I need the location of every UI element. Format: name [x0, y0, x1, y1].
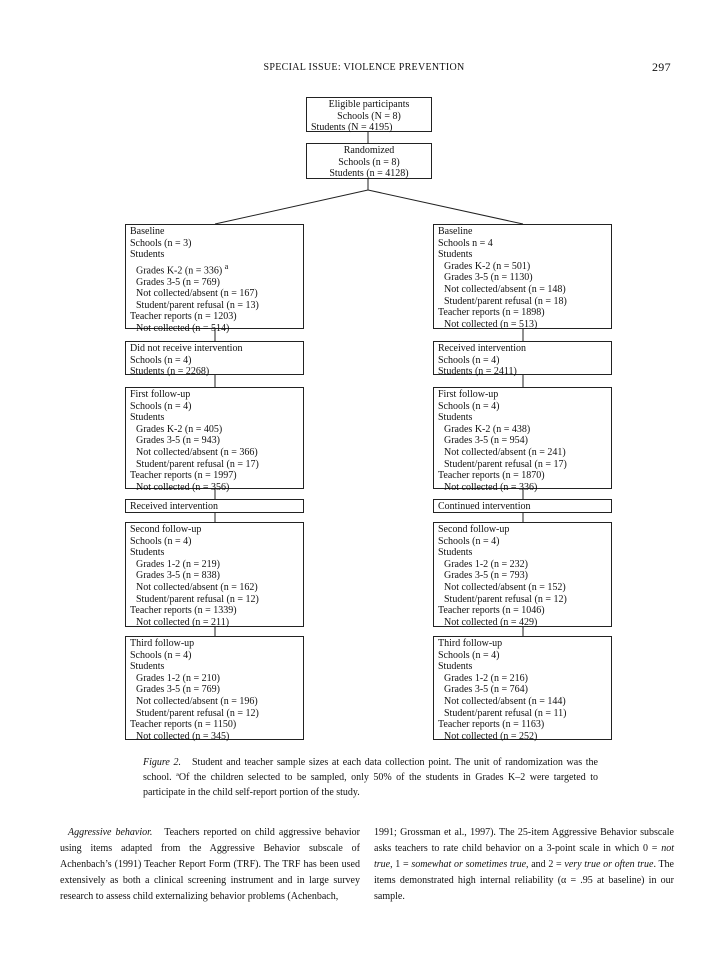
left-third-absent: Not collected/absent (n = 196) — [136, 695, 258, 707]
footnote-marker: a — [224, 261, 229, 271]
right-third-refusal: Student/parent refusal (n = 11) — [444, 707, 567, 719]
left-first-not-collected: Not collected (n = 356) — [136, 481, 230, 493]
right-third-grades-35: Grades 3-5 (n = 764) — [444, 684, 528, 696]
left-baseline-grades-k2: Grades K-2 (n = 336) — [136, 265, 223, 277]
right-second-absent: Not collected/absent (n = 152) — [444, 581, 566, 593]
body-column-right — [374, 825, 674, 905]
right-third-schools: Schools (n = 4) — [438, 649, 500, 661]
right-baseline-grades-35: Grades 3-5 (n = 1130) — [444, 272, 533, 284]
left-intervention-box — [125, 341, 304, 378]
right-second-students: Students — [438, 547, 473, 559]
scale-very-true: very true or often true — [564, 859, 654, 870]
left-third-grades-12: Grades 1-2 (n = 210) — [136, 672, 220, 684]
right-baseline-schools: Schools n = 4 — [438, 237, 493, 249]
left-second-teacher: Teacher reports (n = 1339) — [130, 605, 237, 617]
scale-not-true: not true — [374, 843, 674, 870]
left-baseline-grades-35: Grades 3-5 (n = 769) — [136, 276, 220, 288]
left-third-teacher: Teacher reports (n = 1150) — [130, 719, 237, 731]
eligible-title: Eligible participants — [328, 99, 410, 110]
right-intervention-title: Received intervention — [438, 343, 527, 354]
page-number: 297 — [652, 60, 671, 74]
left-baseline-schools: Schools (n = 3) — [130, 237, 192, 249]
left-received-label: Received intervention — [130, 501, 219, 512]
right-second-followup-box — [433, 522, 612, 627]
right-second-grades-12: Grades 1-2 (n = 232) — [444, 558, 528, 570]
left-baseline-students: Students — [130, 249, 165, 261]
right-third-followup-box — [433, 636, 612, 740]
right-third-teacher: Teacher reports (n = 1163) — [438, 719, 545, 731]
randomized-box — [306, 143, 432, 179]
right-baseline-absent: Not collected/absent (n = 148) — [444, 283, 566, 295]
right-paragraph-part-4: . The items demonstrated high internal reliability (α = .95 at baseline) in our sample. — [374, 859, 674, 902]
left-second-refusal: Student/parent refusal (n = 12) — [136, 593, 259, 605]
left-intervention-schools: Schools (n = 4) — [130, 354, 192, 366]
right-intervention-students: Students (n = 2411) — [438, 366, 517, 378]
left-second-followup-box — [125, 522, 304, 627]
eligible-participants-box — [306, 97, 432, 132]
left-baseline-absent: Not collected/absent (n = 167) — [136, 288, 258, 300]
eligible-students: Students (N = 4195) — [311, 122, 393, 134]
right-first-grades-k2: Grades K-2 (n = 438) — [444, 423, 531, 435]
right-continued-label: Continued intervention — [438, 501, 531, 512]
left-first-followup-box — [125, 387, 304, 493]
left-paragraph: Teachers reported on child aggressive behavior using items adapted from the Aggressive Behavior subscale of Achenbach’s (1991) Teacher Report Form (TRF). The TRF has been used extensively as both a clinical screening instrument and in large survey research to assess child externalizing behavior problems (Achenbach, — [60, 827, 360, 902]
section-heading: Aggressive behavior. — [67, 827, 153, 838]
left-first-grades-35: Grades 3-5 (n = 943) — [136, 435, 220, 447]
left-first-students: Students — [130, 412, 165, 424]
figure-caption-text: Student and teacher sample sizes at each data collection point. The unit of randomization was the school. ªOf the children selected to be sampled, only 50% of the students in Grades K–2 were targeted to participate in the child self-report portion of the study. — [143, 757, 598, 798]
right-second-refusal: Student/parent refusal (n = 12) — [444, 593, 567, 605]
right-first-refusal: Student/parent refusal (n = 17) — [444, 458, 567, 470]
right-third-students: Students — [438, 661, 473, 673]
left-second-not-collected: Not collected (n = 211) — [136, 616, 230, 628]
right-baseline-students: Students — [438, 249, 473, 261]
figure-label: Figure 2. — [143, 757, 182, 768]
right-first-absent: Not collected/absent (n = 241) — [444, 446, 566, 458]
left-received-box — [125, 499, 304, 513]
right-baseline-box — [433, 224, 612, 329]
left-third-followup-box — [125, 636, 304, 740]
right-baseline-title: Baseline — [438, 226, 473, 237]
right-first-not-collected: Not collected (n = 336) — [444, 481, 538, 493]
right-first-schools: Schools (n = 4) — [438, 400, 500, 412]
left-second-grades-35: Grades 3-5 (n = 838) — [136, 570, 220, 582]
right-second-teacher: Teacher reports (n = 1046) — [438, 605, 545, 617]
right-first-grades-35: Grades 3-5 (n = 954) — [444, 435, 528, 447]
right-second-not-collected: Not collected (n = 429) — [444, 616, 538, 628]
left-third-refusal: Student/parent refusal (n = 12) — [136, 707, 259, 719]
right-first-title: First follow-up — [438, 389, 499, 400]
left-baseline-refusal: Student/parent refusal (n = 13) — [136, 299, 259, 311]
left-second-title: Second follow-up — [130, 524, 202, 535]
left-second-schools: Schools (n = 4) — [130, 535, 192, 547]
right-second-grades-35: Grades 3-5 (n = 793) — [444, 570, 528, 582]
left-first-absent: Not collected/absent (n = 366) — [136, 446, 258, 458]
left-first-schools: Schools (n = 4) — [130, 400, 192, 412]
right-third-title: Third follow-up — [438, 638, 503, 649]
left-first-teacher: Teacher reports (n = 1997) — [130, 470, 237, 482]
left-baseline-box — [125, 224, 304, 335]
randomized-schools: Schools (n = 8) — [338, 156, 400, 168]
right-continued-box — [433, 499, 612, 513]
right-paragraph-part-3: , and 2 = — [526, 859, 562, 870]
right-third-not-collected: Not collected (n = 252) — [444, 730, 538, 742]
left-third-grades-35: Grades 3-5 (n = 769) — [136, 684, 220, 696]
left-third-students: Students — [130, 661, 165, 673]
right-intervention-box — [433, 341, 612, 378]
left-first-title: First follow-up — [130, 389, 191, 400]
scale-somewhat-true: somewhat or sometimes true — [411, 859, 527, 870]
figure-caption — [143, 755, 598, 800]
right-baseline-not-collected: Not collected (n = 513) — [444, 318, 538, 330]
right-paragraph-part-1: 1991; Grossman et al., 1997). The 25-item Aggressive Behavior subscale asks teachers to rate child behavior on a 3-point scale in which 0 = — [374, 827, 674, 854]
left-baseline-title: Baseline — [130, 226, 165, 237]
right-first-followup-box — [433, 387, 612, 493]
left-second-absent: Not collected/absent (n = 162) — [136, 581, 258, 593]
left-intervention-students: Students (n = 2268) — [130, 366, 210, 378]
left-baseline-grades-row — [130, 261, 299, 277]
randomized-students: Students (n = 4128) — [329, 168, 409, 180]
right-third-absent: Not collected/absent (n = 144) — [444, 695, 566, 707]
left-third-title: Third follow-up — [130, 638, 195, 649]
left-baseline-not-collected: Not collected (n = 514) — [136, 323, 230, 335]
left-third-schools: Schools (n = 4) — [130, 649, 192, 661]
right-baseline-refusal: Student/parent refusal (n = 18) — [444, 295, 567, 307]
randomized-title: Randomized — [343, 145, 395, 156]
left-first-grades-k2: Grades K-2 (n = 405) — [136, 423, 223, 435]
left-third-not-collected: Not collected (n = 345) — [136, 730, 230, 742]
right-intervention-schools: Schools (n = 4) — [438, 354, 500, 366]
body-column-left — [60, 825, 360, 905]
right-baseline-teacher: Teacher reports (n = 1898) — [438, 307, 545, 319]
right-first-teacher: Teacher reports (n = 1870) — [438, 470, 545, 482]
right-baseline-grades-k2: Grades K-2 (n = 501) — [444, 260, 531, 272]
right-third-grades-12: Grades 1-2 (n = 216) — [444, 672, 528, 684]
running-header: SPECIAL ISSUE: VIOLENCE PREVENTION — [263, 62, 465, 73]
left-first-refusal: Student/parent refusal (n = 17) — [136, 458, 259, 470]
right-paragraph-part-2: , 1 = — [390, 859, 409, 870]
right-first-students: Students — [438, 412, 473, 424]
left-baseline-teacher: Teacher reports (n = 1203) — [130, 311, 237, 323]
left-intervention-title: Did not receive intervention — [130, 343, 243, 354]
right-second-title: Second follow-up — [438, 524, 510, 535]
eligible-schools: Schools (N = 8) — [337, 110, 401, 122]
left-second-grades-12: Grades 1-2 (n = 219) — [136, 558, 220, 570]
right-second-schools: Schools (n = 4) — [438, 535, 500, 547]
left-second-students: Students — [130, 547, 165, 559]
